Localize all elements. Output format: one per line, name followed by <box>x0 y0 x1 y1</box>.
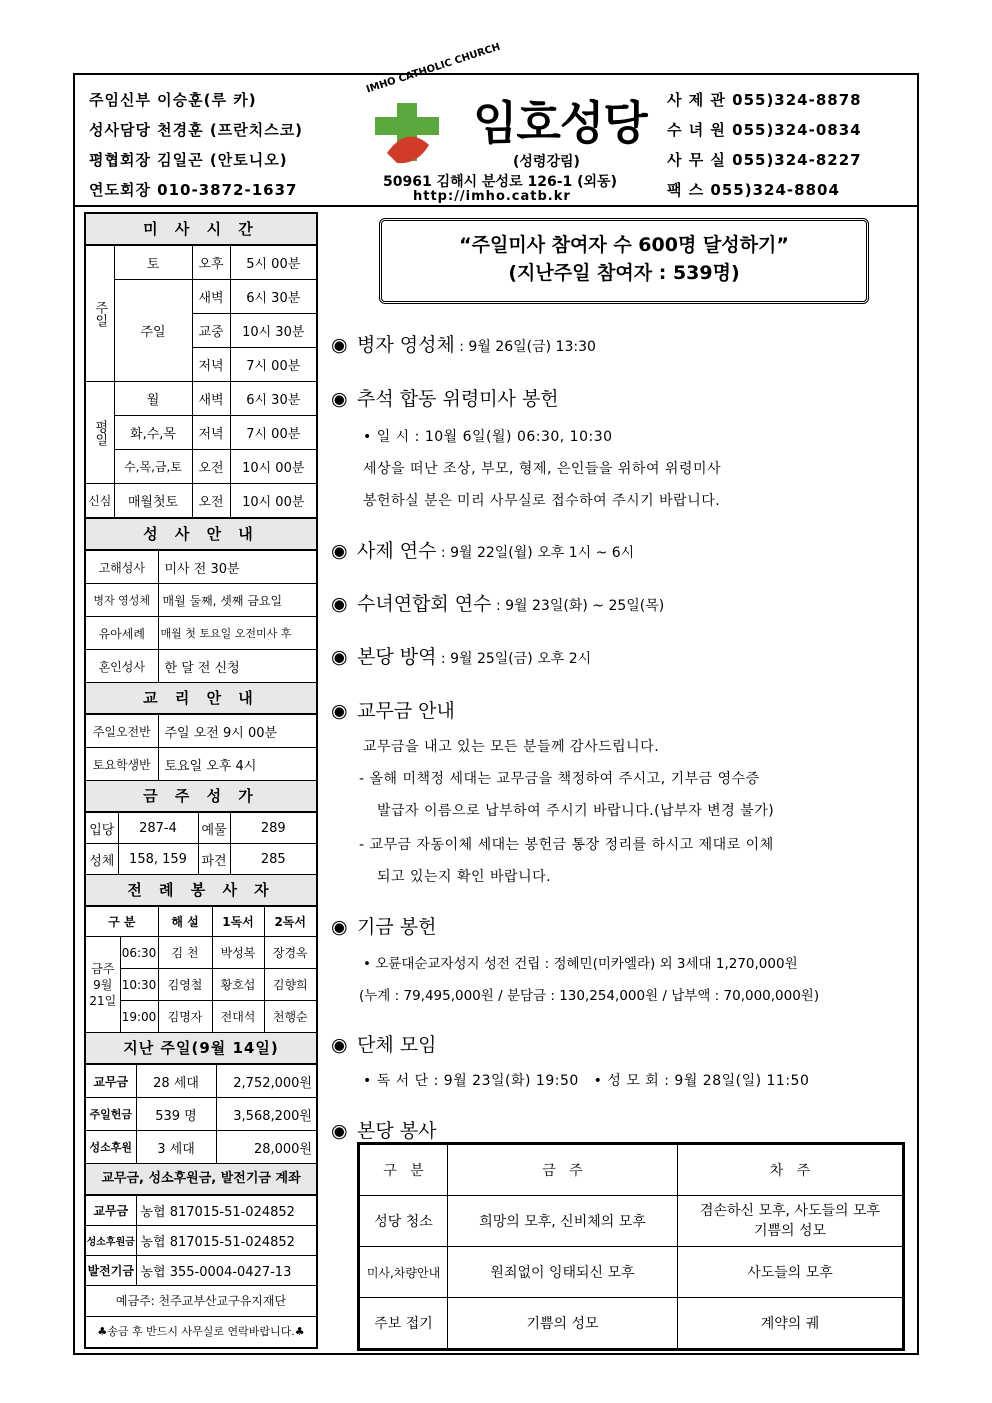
mass-time: 6시 30분 <box>230 280 316 314</box>
phone-list <box>667 85 917 205</box>
service-this-week: 기쁨의 성모 <box>448 1298 678 1349</box>
staff-line: 연도회장 010-3872-1637 <box>89 181 298 199</box>
notice-groups <box>331 1030 436 1057</box>
server-name: 박성복 <box>212 937 264 969</box>
server-name: 전대석 <box>212 1001 264 1033</box>
notice-text: : 9월 25일(금) 오후 2시 <box>436 651 592 667</box>
bullet-icon: ◉ <box>331 1120 348 1142</box>
mass-part: 오후 <box>192 246 230 280</box>
hymn-key: 입당 <box>86 813 118 844</box>
mass-day: 화,수,목 <box>114 416 192 450</box>
phone-line: 사 제 관 055)324-8878 <box>667 91 862 109</box>
mass-part: 새벽 <box>192 382 230 416</box>
notice-title: 병자 영성체 <box>357 334 455 356</box>
servers-table <box>86 906 316 1033</box>
service-header: 차 주 <box>678 1145 903 1196</box>
hymn-value: 287-4 <box>118 813 198 844</box>
bullet-icon: ◉ <box>331 334 348 356</box>
mass-time: 10시 30분 <box>230 314 316 348</box>
account-key: 발전기금 <box>86 1256 136 1286</box>
doctrine-table <box>86 714 316 781</box>
sidebar <box>84 212 318 1349</box>
notice-line: 발급자 이름으로 납부하여 주시기 바랍니다.(납부자 변경 불가) <box>377 803 775 819</box>
phone-line: 수 녀 원 055)324-0834 <box>667 121 862 139</box>
hymn-key: 예물 <box>198 813 230 844</box>
doctrine-key: 토요학생반 <box>86 748 158 781</box>
address: 50961 김해시 분성로 126-1 (외동) <box>383 174 617 190</box>
offering-count: 28 세대 <box>136 1065 216 1098</box>
servers-header: 1독서 <box>212 907 264 937</box>
notice-sick <box>331 330 596 357</box>
notice-title: 사제 연수 <box>357 540 437 562</box>
mass-time: 10시 00분 <box>230 484 316 518</box>
notice-title: 단체 모임 <box>357 1034 437 1056</box>
servers-header: 해 설 <box>158 907 212 937</box>
notice-sisters <box>331 589 664 616</box>
church-name: 임호성당 <box>473 96 647 150</box>
service-header: 금 주 <box>448 1145 678 1196</box>
staff-line: 평협회장 김일곤 (안토니오) <box>89 151 288 169</box>
server-name: 천행순 <box>264 1001 316 1033</box>
service-next-week <box>678 1196 903 1247</box>
bullet-icon: ◉ <box>331 700 348 722</box>
notice-text: : 9월 22일(월) 오후 1시 ~ 6시 <box>436 545 635 561</box>
bulletin-frame <box>73 41 919 1355</box>
bullet-icon: ◉ <box>331 388 348 410</box>
notice-line: • 일 시 : 10월 6일(월) 06:30, 10:30 <box>363 429 613 445</box>
offering-key: 교무금 <box>86 1065 136 1098</box>
mass-part: 저녁 <box>192 416 230 450</box>
hymn-key: 성체 <box>86 844 118 875</box>
doctrine-title: 교 리 안 내 <box>86 683 316 714</box>
notice-line: 세상을 떠난 조상, 부모, 형제, 은인들을 위하여 위령미사 <box>363 461 722 477</box>
bullet-icon: ◉ <box>331 916 348 938</box>
staff-list <box>89 85 349 205</box>
service-next-week: 계약의 궤 <box>678 1298 903 1349</box>
service-this-week: 희망의 모후, 신비체의 모후 <box>448 1196 678 1247</box>
servers-date: 금주 9월 21일 <box>86 937 120 1033</box>
last-week-title: 지난 주일(9월 14일) <box>86 1033 316 1064</box>
church-logo <box>365 41 655 205</box>
mass-times-title: 미 사 시 간 <box>86 214 316 245</box>
notice-title: 추석 합동 위령미사 봉헌 <box>357 388 559 410</box>
notice-line: - 올해 미책정 세대는 교무금을 책정하여 주시고, 기부금 영수증 <box>359 771 760 787</box>
mass-time: 5시 00분 <box>230 246 316 280</box>
staff-line: 성사담당 천경훈 (프란치스코) <box>89 121 304 139</box>
cross-flame-icon <box>367 95 467 165</box>
mass-time: 10시 00분 <box>230 450 316 484</box>
hymn-key: 파견 <box>198 844 230 875</box>
sacrament-key: 혼인성사 <box>86 650 158 683</box>
notice-line: - 교무금 자동이체 세대는 봉헌금 통장 정리를 하시고 제대로 이체 <box>359 837 774 853</box>
account-key: 성소후원금 <box>86 1226 136 1256</box>
account-number: 농협 817015-51-024852 <box>136 1226 316 1256</box>
doctrine-key: 주일오전반 <box>86 715 158 748</box>
notice-line: 되고 있는지 확인 바랍니다. <box>377 869 552 885</box>
notice-text: : 9월 26일(금) 13:30 <box>454 339 596 355</box>
notice-donation <box>331 912 436 939</box>
service-key: 미사,차량안내 <box>360 1247 448 1298</box>
offering-key: 성소후원 <box>86 1131 136 1164</box>
mass-day: 토 <box>114 246 192 280</box>
server-name: 김 천 <box>158 937 212 969</box>
service-this-week: 원죄없이 잉태되신 모후 <box>448 1247 678 1298</box>
bullet-icon: ◉ <box>331 593 348 615</box>
staff-line: 주임신부 이승훈(루 카) <box>89 91 257 109</box>
notice-chuseok <box>331 384 559 411</box>
service-table <box>359 1144 903 1349</box>
notice-priest <box>331 536 634 563</box>
last-week-table <box>86 1064 316 1164</box>
hymn-title: 금 주 성 가 <box>86 781 316 812</box>
server-time: 10:30 <box>120 969 158 1001</box>
mass-day: 주일 <box>114 280 192 382</box>
server-name: 김명자 <box>158 1001 212 1033</box>
sinsim-label: 신심 <box>86 484 114 518</box>
servers-header: 2독서 <box>264 907 316 937</box>
sacrament-key: 유아세례 <box>86 617 158 650</box>
server-name: 김향희 <box>264 969 316 1001</box>
offering-amount: 3,568,200원 <box>216 1098 316 1131</box>
weekday-label: 평일 <box>86 382 114 484</box>
notice-service <box>331 1116 436 1143</box>
notice-title: 본당 방역 <box>357 646 437 668</box>
doctrine-value: 주일 오전 9시 00분 <box>158 715 316 748</box>
transfer-note: ♣송금 후 반드시 사무실로 연락바랍니다.♣ <box>97 1325 305 1338</box>
logo-english-text: IMHO CATHOLIC CHURCH <box>365 41 502 96</box>
notice-title: 본당 봉사 <box>357 1120 437 1142</box>
offering-key: 주일헌금 <box>86 1098 136 1131</box>
service-next-line: 겸손하신 모후, 사도들의 모후 <box>699 1203 881 1219</box>
account-holder: 예금주: 천주교부산교구유지재단 <box>86 1286 316 1317</box>
service-key: 주보 접기 <box>360 1298 448 1349</box>
server-name: 황호섭 <box>212 969 264 1001</box>
header <box>75 41 917 207</box>
website-link[interactable]: http://imho.catb.kr <box>413 189 571 204</box>
sacrament-value: 매월 둘째, 셋째 금요일 <box>158 584 316 617</box>
mass-part: 오전 <box>192 450 230 484</box>
notice-title: 교무금 안내 <box>357 700 455 722</box>
hymn-table <box>86 812 316 875</box>
mass-part: 교중 <box>192 314 230 348</box>
bullet-icon: ◉ <box>331 540 348 562</box>
notice-line: (누계 : 79,495,000원 / 분담금 : 130,254,000원 / 납부액 : 70,000,000원) <box>359 988 820 1004</box>
sacrament-title: 성 사 안 내 <box>86 518 316 550</box>
notice-disinfection <box>331 642 591 669</box>
service-key: 성당 청소 <box>360 1196 448 1247</box>
account-key: 교무금 <box>86 1196 136 1226</box>
notice-dues <box>331 696 455 723</box>
goal-title: “주일미사 참여자 수 600명 달성하기” <box>459 234 789 256</box>
server-name: 장경옥 <box>264 937 316 969</box>
servers-title: 전 례 봉 사 자 <box>86 875 316 906</box>
hymn-value: 285 <box>230 844 316 875</box>
accounts-title: 교무금, 성소후원금, 발전기금 계좌 <box>86 1164 316 1195</box>
service-table-wrap <box>357 1142 905 1351</box>
server-time: 19:00 <box>120 1001 158 1033</box>
sacrament-value: 한 달 전 신청 <box>158 650 316 683</box>
notice-line: • 독 서 단 : 9월 23일(화) 19:50 • 성 모 회 : 9월 28일(일) 11:50 <box>363 1073 810 1089</box>
mass-part: 새벽 <box>192 280 230 314</box>
mass-part: 오전 <box>192 484 230 518</box>
accounts-table <box>86 1195 316 1286</box>
servers-header: 구 분 <box>86 907 158 937</box>
server-time: 06:30 <box>120 937 158 969</box>
sacrament-value: 미사 전 30분 <box>158 551 316 584</box>
mass-time: 7시 00분 <box>230 416 316 450</box>
service-next-line: 기쁨의 성모 <box>753 1223 827 1239</box>
offering-count: 539 명 <box>136 1098 216 1131</box>
sunday-label: 주일 <box>86 246 114 382</box>
offering-amount: 2,752,000원 <box>216 1065 316 1098</box>
service-header: 구 분 <box>360 1145 448 1196</box>
sacrament-table <box>86 550 316 683</box>
patron: (성령강림) <box>513 154 580 170</box>
mass-time: 6시 30분 <box>230 382 316 416</box>
mass-day: 매월첫토 <box>114 484 192 518</box>
mass-part: 저녁 <box>192 348 230 382</box>
hymn-value: 158, 159 <box>118 844 198 875</box>
phone-line: 사 무 실 055)324-8227 <box>667 151 862 169</box>
goal-banner <box>379 218 869 304</box>
phone-line: 팩 스 055)324-8804 <box>667 181 840 199</box>
goal-subtitle: (지난주일 참여자 : 539명) <box>508 262 740 284</box>
notice-title: 수녀연합회 연수 <box>357 593 492 615</box>
account-number: 농협 355-0004-0427-13 <box>136 1256 316 1286</box>
mass-time: 7시 00분 <box>230 348 316 382</box>
hymn-value: 289 <box>230 813 316 844</box>
offering-amount: 28,000원 <box>216 1131 316 1164</box>
sacrament-value: 매월 첫 토요일 오전미사 후 <box>158 617 316 650</box>
bullet-icon: ◉ <box>331 646 348 668</box>
notice-line: 봉헌하실 분은 미리 사무실로 접수하여 주시기 바랍니다. <box>363 493 721 509</box>
notice-line: 교무금을 내고 있는 모든 분들께 감사드립니다. <box>363 739 660 755</box>
notice-title: 기금 봉헌 <box>357 916 437 938</box>
offering-count: 3 세대 <box>136 1131 216 1164</box>
sacrament-key: 병자 영성체 <box>86 584 158 617</box>
doctrine-value: 토요일 오후 4시 <box>158 748 316 781</box>
bullet-icon: ◉ <box>331 1034 348 1056</box>
notice-line: • 오륜대순교자성지 성전 건립 : 정혜민(미카엘라) 외 3세대 1,270,000원 <box>363 956 798 972</box>
notice-text: : 9월 23일(화) ~ 25일(목) <box>491 598 665 614</box>
service-next-week: 사도들의 모후 <box>678 1247 903 1298</box>
mass-day: 월 <box>114 382 192 416</box>
mass-times-table <box>86 245 316 518</box>
account-number: 농협 817015-51-024852 <box>136 1196 316 1226</box>
server-name: 김영철 <box>158 969 212 1001</box>
sacrament-key: 고해성사 <box>86 551 158 584</box>
mass-day: 수,목,금,토 <box>114 450 192 484</box>
